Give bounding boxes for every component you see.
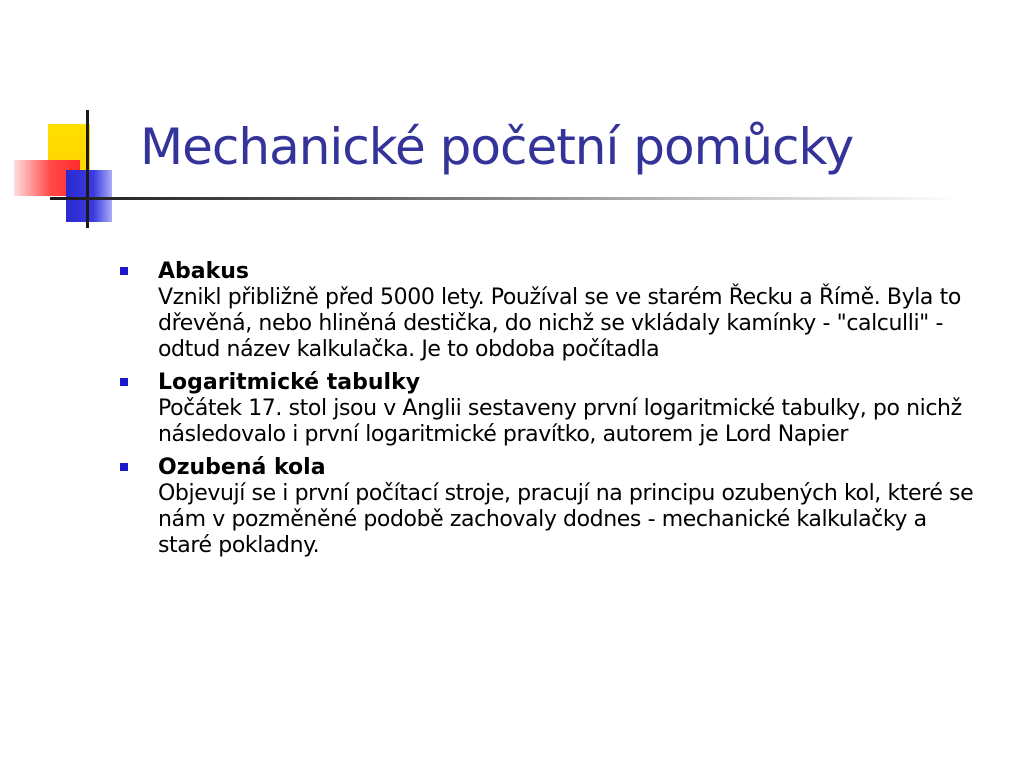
item-text: Objevují se i první počítací stroje, pracují na principu ozubených kol, které se nám v pozměněné podobě zachovaly dodnes - mechanické kalkulačky a staré pokladny.	[158, 481, 974, 558]
item-text: Vznikl přibližně před 5000 lety. Používal se ve starém Řecku a Římě. Byla to dřevěná, nebo hliněná destička, do nichž se vkládaly kamínky - "calculli" - odtud název kalkulačka. Je to obdoba počítadla	[158, 285, 961, 362]
item-heading: Logaritmické tabulky	[158, 370, 421, 395]
square-bullet-icon	[120, 378, 128, 386]
vertical-line-decoration	[86, 110, 89, 228]
square-bullet-icon	[120, 463, 128, 471]
blue-square-decoration	[66, 170, 112, 222]
decorative-logo	[0, 0, 160, 240]
item-text: Počátek 17. stol jsou v Anglii sestaveny první logaritmické tabulky, po nichž následovalo i první logaritmické pravítko, autorem je Lord Napier	[158, 396, 962, 447]
list-item	[120, 369, 980, 448]
item-heading: Ozubená kola	[158, 455, 326, 480]
slide-title: Mechanické početní pomůcky	[140, 118, 854, 176]
list-item	[120, 454, 980, 559]
square-bullet-icon	[120, 267, 128, 275]
item-heading: Abakus	[158, 259, 250, 284]
bullet-list	[120, 258, 980, 565]
title-underline	[50, 197, 960, 200]
list-item	[120, 258, 980, 363]
